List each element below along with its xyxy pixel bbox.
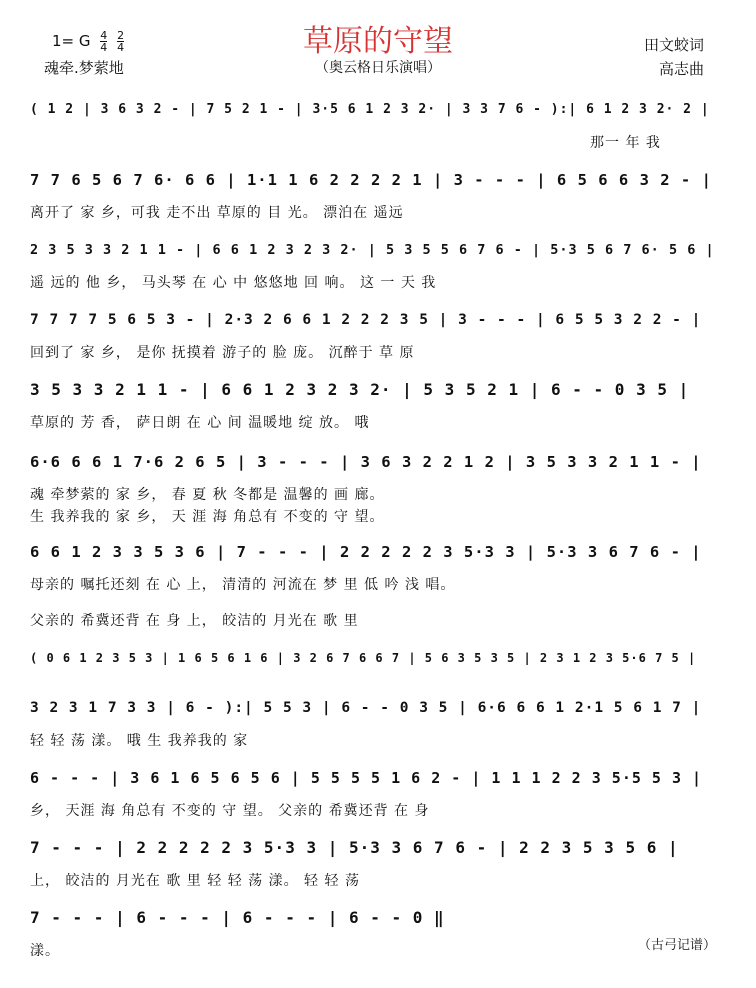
notes: 3 5 3 3 2 1 1 - | 6 6 1 2 3 2 3 2· | 5 3 5 2 1 | 6 - - 0 3 5 | [30,380,690,399]
lyrics-verse-2: 生 我养我的 家 乡， 天 涯 海 角总有 不变的 守 望。 [30,509,385,525]
notes: ( 1 2 | 3 6 3 2 - | 7 5 2 1 - | 3·5 6 1 2 3 2· | 3 3 7 6 - ):| 6 1 2 3 2· 2 | [30,102,710,117]
notes: 7 - - - | 6 - - - | 6 - - - | 6 - - 0 ‖ [30,908,445,927]
key-signature [52,30,124,53]
notes: 7 7 7 7 5 6 5 3 - | 2·3 2 6 6 1 2 2 2 3 5 | 3 - - - | 6 5 5 3 2 2 - | [30,312,702,328]
lyrics-verse-1: 草原的 芳 香， 萨日朗 在 心 间 温暖地 绽 放。 哦 [30,415,370,431]
notes: 6 6 1 2 3 3 5 3 6 | 7 - - - | 2 2 2 2 2 3 5·3 3 | 5·3 3 6 7 6 - | [30,543,702,561]
lyrics-verse-2: 父亲的 希冀还背 在 身 上， 皎洁的 月光在 歌 里 [30,613,359,629]
lyrics-verse-1: 漾。 [30,943,60,959]
lyrics-verse-1: 乡， 天涯 海 角总有 不变的 守 望。 父亲的 希冀还背 在 身 [30,803,430,819]
performer: （奥云格日乐演唱） [315,60,441,76]
lyrics-verse-1: 轻 轻 荡 漾。 哦 生 我养我的 家 [30,733,249,749]
notes: 7 7 6 5 6 7 6· 6 6 | 1·1 1 6 2 2 2 2 1 | 3 - - - | 6 5 6 6 3 2 - | [30,171,712,189]
key-label: 1= G [52,32,91,50]
transcriber-credit: （古弓记谱） [637,938,716,953]
lyrics-verse-1: 遥 远的 他 乡， 马头琴 在 心 中 悠悠地 回 响。 这 一 天 我 [30,275,437,291]
lyrics-verse-1: 回到了 家 乡， 是你 抚摸着 游子的 脸 庞。 沉醉于 草 原 [30,345,415,361]
meter-b: $\frac{2}{4}$ [117,29,125,54]
notes: ( 0 6 1 2 3 5 3 | 1 6 5 6 1 6 | 3 2 6 7 6 6 7 | 5 6 3 5 3 5 | 2 3 1 2 3 5·6 7 5 | [30,651,697,665]
notes: 6 - - - | 3 6 1 6 5 6 5 6 | 5 5 5 5 1 6 2 - | 1 1 1 2 2 3 5·5 5 3 | [30,769,703,787]
lyrics-verse-1: 母亲的 嘱托还刻 在 心 上， 清清的 河流在 梦 里 低 吟 浅 唱。 [30,577,456,593]
tempo-expression: 魂牵.梦萦地 [44,59,124,77]
lyricist: 田文蛟词 [643,36,704,54]
lyrics-verse-1: 离开了 家 乡，可我 走不出 草原的 目 光。 漂泊在 遥远 [30,205,404,221]
lyrics-verse-1: 那一 年 我 [590,135,661,151]
lyrics-verse-1: 上， 皎洁的 月光在 歌 里 轻 轻 荡 漾。 轻 轻 荡 [30,873,360,889]
meter-a: $\frac{4}{4}$ [100,29,108,54]
composer: 高志曲 [658,60,704,78]
notes: 7 - - - | 2 2 2 2 2 3 5·3 3 | 5·3 3 6 7 6 - | 2 2 3 5 3 5 6 | [30,838,679,857]
page-title: 草原的守望 [303,24,453,59]
notes: 6·6 6 6 1 7·6 2 6 5 | 3 - - - | 3 6 3 2 2 1 2 | 3 5 3 3 2 1 1 - | [30,453,702,471]
lyrics-verse-1: 魂 牵梦萦的 家 乡， 春 夏 秋 冬都是 温馨的 画 廊。 [30,487,385,503]
notes: 2 3 5 3 3 2 1 1 - | 6 6 1 2 3 2 3 2· | 5 3 5 5 6 7 6 - | 5·3 5 6 7 6· 5 6 | [30,242,715,258]
notes: 3 2 3 1 7 3 3 | 6 - ):| 5 5 3 | 6 - - 0 3 5 | 6·6 6 6 1 2·1 5 6 1 7 | [30,700,702,716]
